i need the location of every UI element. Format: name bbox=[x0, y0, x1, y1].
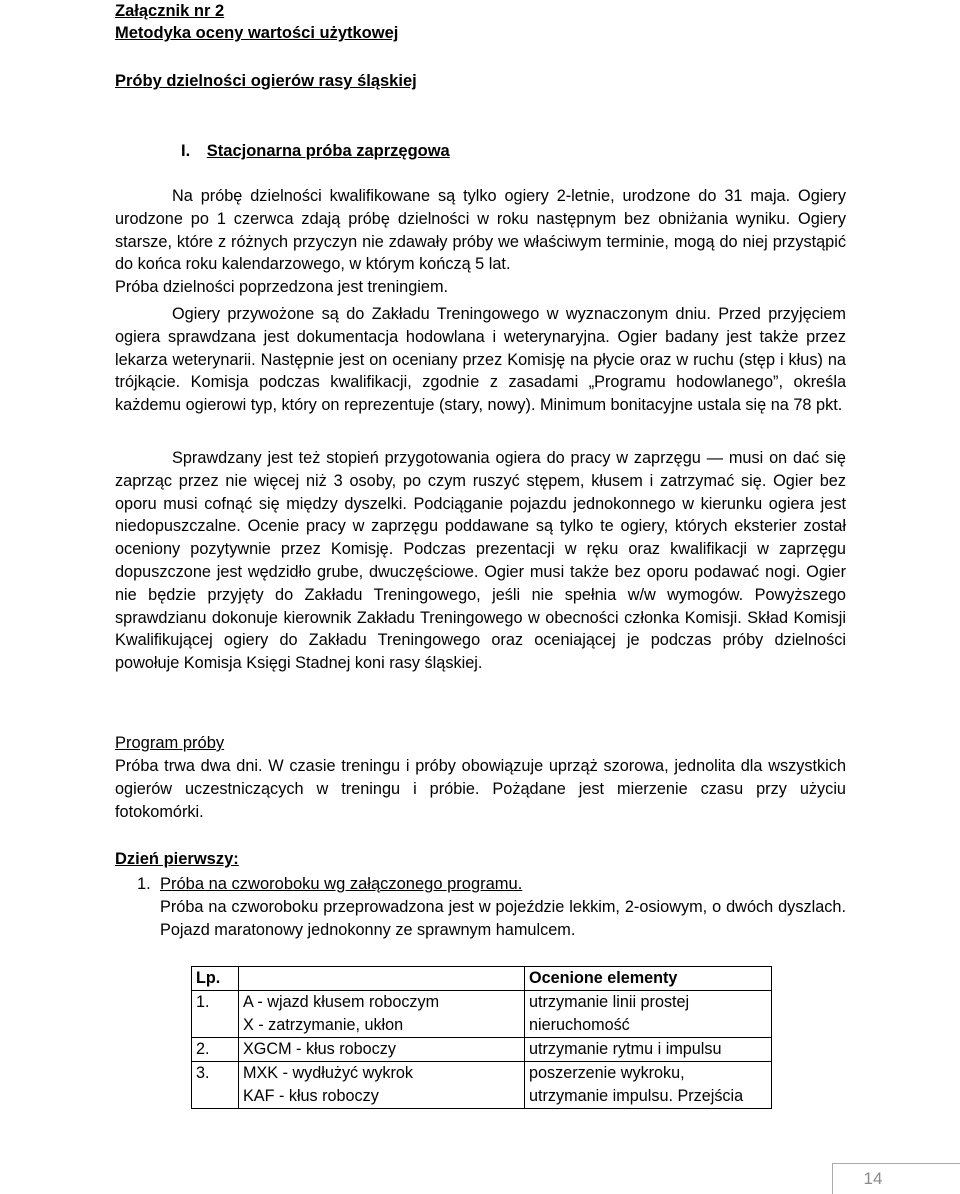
table-row bbox=[192, 1062, 772, 1109]
table-row bbox=[192, 991, 772, 1038]
paragraph-text: Próba dzielności poprzedzona jest treningiem. bbox=[115, 278, 449, 297]
row-evaluation bbox=[525, 1038, 772, 1062]
annex-title: Załącznik nr 2 bbox=[115, 2, 225, 20]
row-evaluation bbox=[525, 1062, 772, 1109]
evaluation-table bbox=[191, 966, 772, 1109]
row-figure bbox=[239, 991, 525, 1038]
header-figure bbox=[239, 967, 525, 991]
paragraph-harness-check bbox=[115, 447, 846, 675]
table-header-row bbox=[192, 967, 772, 991]
program-text: Próba trwa dwa dni. W czasie treningu i próby obowiązuje uprząż szorowa, jednolita dla wszystkich ogierów uczestniczących w treningu i próbie. Pożądane jest mierzenie czasu przy użyciu fotokomórki. bbox=[115, 757, 846, 821]
table-row bbox=[192, 1038, 772, 1062]
evaluation-line: utrzymanie rytmu i impulsu bbox=[529, 1040, 722, 1058]
paragraph-text: Na próbę dzielności kwalifikowane są tylko ogiery 2-letnie, urodzone do 31 maja. Ogiery urodzone po 1 czerwca zdają próbę dzielności w roku następnym bez obniżania wyniku. Ogiery starsze, które z różnych przyczyn nie zdawały próby we właściwym terminie, mogą do niej przystąpić do końca roku kalendarzowego, w którym kończą 5 lat. bbox=[115, 187, 846, 274]
row-figure bbox=[239, 1038, 525, 1062]
row-lp: 1. bbox=[192, 991, 239, 1038]
section-heading bbox=[181, 139, 450, 163]
figure-line: XGCM - kłus roboczy bbox=[243, 1040, 396, 1058]
header-evaluated: Ocenione elementy bbox=[525, 967, 772, 991]
day1-item-number: 1. bbox=[137, 875, 151, 893]
row-lp: 3. bbox=[192, 1062, 239, 1109]
row-evaluation bbox=[525, 991, 772, 1038]
evaluation-line: nieruchomość bbox=[529, 1016, 630, 1034]
page-number: 14 bbox=[863, 1169, 883, 1188]
figure-line: X - zatrzymanie, ukłon bbox=[243, 1016, 404, 1034]
row-lp: 2. bbox=[192, 1038, 239, 1062]
row-figure bbox=[239, 1062, 525, 1109]
header-lp: Lp. bbox=[192, 967, 239, 991]
paragraph-qualification bbox=[115, 185, 846, 299]
evaluation-line: utrzymanie impulsu. Przejścia bbox=[529, 1087, 744, 1105]
figure-line: KAF - kłus roboczy bbox=[243, 1087, 379, 1105]
figure-line: MXK - wydłużyć wykrok bbox=[243, 1064, 413, 1082]
paragraph-text: Sprawdzany jest też stopień przygotowania ogiera do pracy w zaprzęgu — musi on dać się zaprząc przez nie więcej niż 3 osoby, po czym ruszyć stępem, kłusem i zatrzymać się. Ogier bez oporu musi cofnąć się między dyszelki. Podciąganie pojazdu jednokonnego w kierunku ogiera jest niedopuszczalne. Ocenie pracy w zaprzęgu poddawane są tylko te ogiery, których eksterier został oceniony pozytywnie przez Komisję. Podczas prezentacji w ręku oraz kwalifikacji w zaprzęgu dopuszczone jest wędzidło grube, dwuczęściowe. Ogier musi także bez oporu podawać nogi. Ogier nie będzie przyjęty do Zakładu Treningowego, jeśli nie spełnia w/w wymogów. Powyższego sprawdzianu dokonuje kierownik Zakładu Treningowego w obecności członka Komisji. Skład Komisji Kwalifikującej ogiery do Zakładu Treningowego oraz oceniającej je podczas próby dzielności powołuje Komisja Księgi Stadnej koni rasy śląskiej. bbox=[115, 449, 846, 673]
document-subtitle: Próby dzielności ogierów rasy śląskiej bbox=[115, 72, 417, 90]
method-title: Metodyka oceny wartości użytkowej bbox=[115, 24, 399, 42]
paragraph-admission bbox=[115, 303, 846, 417]
day1-item-text: Próba na czworoboku przeprowadzona jest w pojeździe lekkim, 2-osiowym, o dwóch dyszlach. Pojazd maratonowy jednokonny ze sprawnym hamulcem. bbox=[160, 898, 846, 939]
figure-line: A - wjazd kłusem roboczym bbox=[243, 993, 440, 1011]
paragraph-text: Ogiery przywożone są do Zakładu Treningowego w wyznaczonym dniu. Przed przyjęciem ogiera sprawdzana jest dokumentacja hodowlana i weterynaryjna. Ogier badany jest także przez lekarza weterynarii. Następnie jest on oceniany przez Komisję na płycie oraz w ruchu (stęp i kłus) na trójkącie. Komisja podczas kwalifikacji, zgodnie z zasadami „Programu hodowlanego”, określa każdemu ogierowi typ, który on reprezentuje (stary, nowy). Minimum bonitacyjne ustala się na 78 pkt. bbox=[115, 305, 846, 415]
section-number: I. bbox=[181, 142, 191, 160]
program-heading: Program próby bbox=[115, 734, 225, 752]
evaluation-line: poszerzenie wykroku, bbox=[529, 1064, 685, 1082]
day1-item-title: Próba na czworoboku wg załączonego programu. bbox=[160, 875, 523, 893]
evaluation-line: utrzymanie linii prostej bbox=[529, 993, 690, 1011]
section-title: Stacjonarna próba zaprzęgowa bbox=[206, 142, 450, 160]
day1-heading: Dzień pierwszy: bbox=[115, 850, 239, 868]
